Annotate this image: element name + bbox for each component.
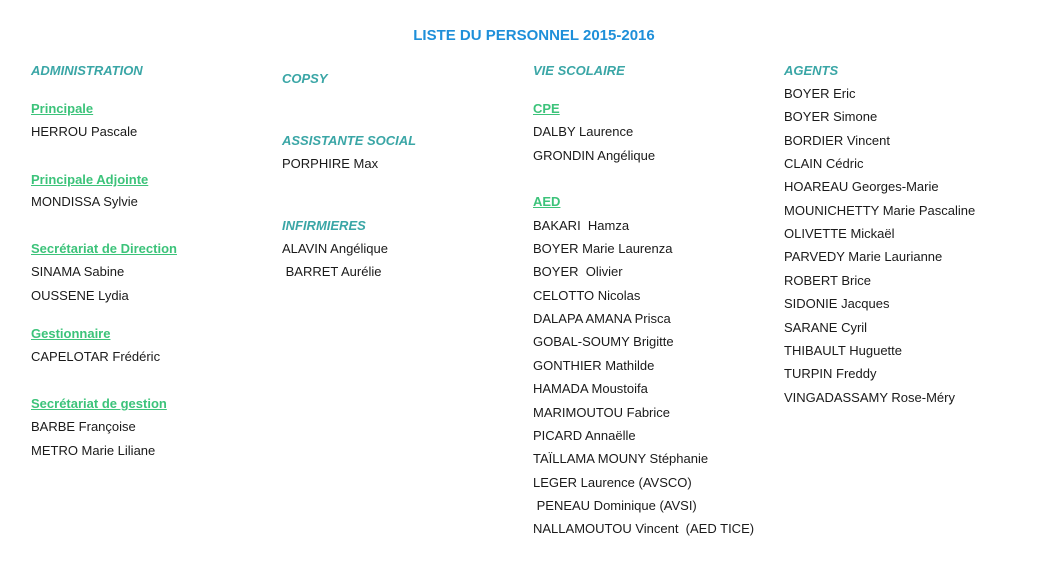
list-item: THIBAULT Huguette — [784, 343, 903, 358]
list-item: BARBE Françoise — [31, 419, 136, 434]
list-item: BOYER Olivier — [533, 264, 623, 279]
list-item: MONDISSA Sylvie — [31, 194, 138, 209]
list-item: MOUNICHETTY Marie Pascaline — [784, 203, 976, 218]
list-item: BOYER Marie Laurenza — [533, 241, 673, 256]
list-item: BORDIER Vincent — [784, 133, 890, 148]
list-item: SINAMA Sabine — [31, 264, 125, 279]
list-item: OLIVETTE Mickaël — [784, 226, 895, 241]
list-item: NALLAMOUTOU Vincent (AED TICE) — [533, 521, 755, 536]
group-title-principale-adjointe: Principale Adjointe — [31, 172, 149, 187]
group-title-principale: Principale — [31, 101, 94, 116]
list-item: HAMADA Moustoifa — [533, 381, 648, 396]
list-item: ROBERT Brice — [784, 273, 871, 288]
section-title-agents: AGENTS — [784, 63, 839, 78]
section-title-vie-scolaire: VIE SCOLAIRE — [533, 63, 625, 78]
list-item: VINGADASSAMY Rose-Méry — [784, 390, 955, 405]
list-item: GONTHIER Mathilde — [533, 358, 655, 373]
section-title-administration: ADMINISTRATION — [31, 63, 143, 78]
group-title-cpe: CPE — [533, 101, 560, 116]
section-title-infirmieres: INFIRMIERES — [282, 218, 366, 233]
list-item: GOBAL-SOUMY Brigitte — [533, 334, 674, 349]
list-item: PARVEDY Marie Laurianne — [784, 249, 943, 264]
list-item: HOAREAU Georges-Marie — [784, 179, 939, 194]
section-title-assistante-social: ASSISTANTE SOCIAL — [282, 133, 417, 148]
list-item: BARRET Aurélie — [282, 264, 382, 279]
list-item: TURPIN Freddy — [784, 366, 877, 381]
list-item: GRONDIN Angélique — [533, 148, 656, 163]
list-item: BAKARI Hamza — [533, 218, 630, 233]
list-item: CELOTTO Nicolas — [533, 288, 641, 303]
list-item: PENEAU Dominique (AVSI) — [533, 498, 697, 513]
list-item: HERROU Pascale — [31, 124, 138, 139]
list-item: DALAPA AMANA Prisca — [533, 311, 671, 326]
list-item: BOYER Eric — [784, 86, 856, 101]
list-item: BOYER Simone — [784, 109, 878, 124]
group-title-secretariat-direction: Secrétariat de Direction — [31, 241, 177, 256]
list-item: MARIMOUTOU Fabrice — [533, 405, 670, 420]
group-title-secretariat-gestion: Secrétariat de gestion — [31, 396, 167, 411]
list-item: METRO Marie Liliane — [31, 443, 156, 458]
list-item: PORPHIRE Max — [282, 156, 379, 171]
list-item: CAPELOTAR Frédéric — [31, 349, 161, 364]
list-item: ALAVIN Angélique — [282, 241, 388, 256]
list-item: OUSSENE Lydia — [31, 288, 129, 303]
group-title-gestionnaire: Gestionnaire — [31, 326, 111, 341]
list-item: CLAIN Cédric — [784, 156, 864, 171]
page-title: LISTE DU PERSONNEL 2015-2016 — [413, 27, 655, 44]
list-item: DALBY Laurence — [533, 124, 634, 139]
section-title-copsy: COPSY — [282, 71, 328, 86]
list-item: PICARD Annaëlle — [533, 428, 636, 443]
list-item: TAÏLLAMA MOUNY Stéphanie — [533, 451, 709, 466]
list-item: LEGER Laurence (AVSCO) — [533, 475, 692, 490]
list-item: SARANE Cyril — [784, 320, 868, 335]
list-item: SIDONIE Jacques — [784, 296, 890, 311]
group-title-aed: AED — [533, 194, 561, 209]
